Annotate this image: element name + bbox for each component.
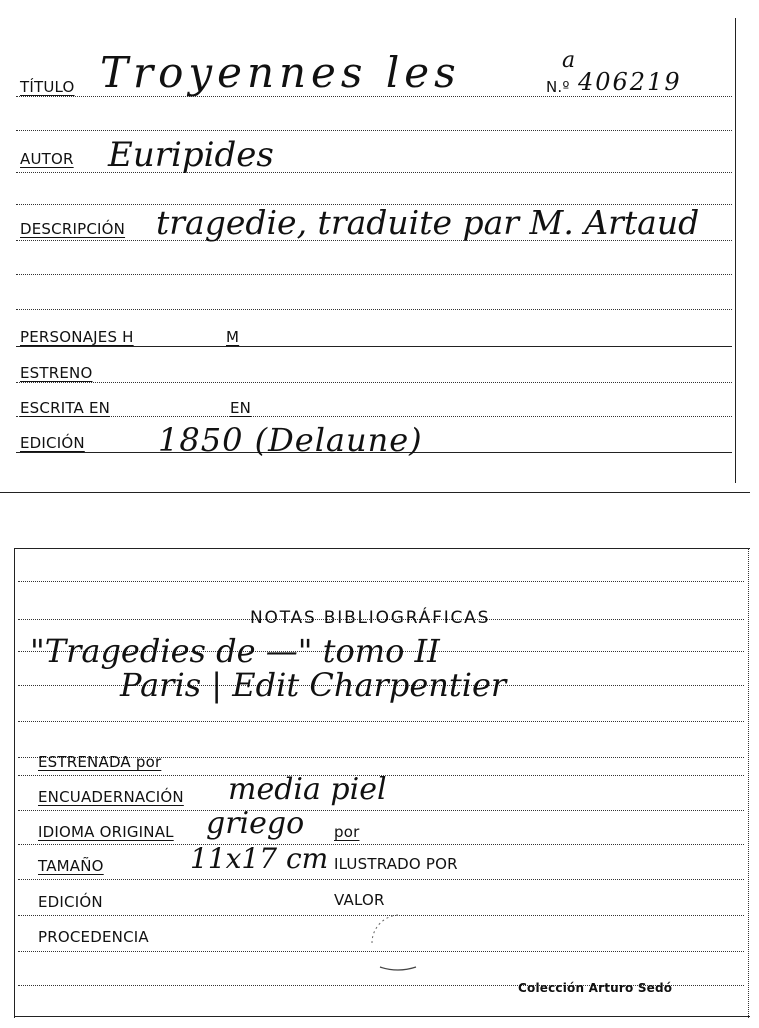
stamp-mark (368, 911, 428, 975)
estreno-label: ESTRENO (20, 364, 93, 382)
coleccion-label: Colección Arturo Sedó (518, 981, 673, 995)
rule-line (18, 844, 744, 845)
handwritten-encuadernacion: media piel (228, 772, 387, 807)
en-label: EN (230, 399, 252, 417)
card-bottom-edge (0, 492, 750, 493)
edicion-label: EDICIÓN (20, 434, 85, 452)
handwritten-numero-super: a (562, 48, 576, 73)
card-bottom-edge (14, 1016, 750, 1017)
card-right-edge (748, 548, 749, 1018)
handwritten-idioma-original: griego (206, 806, 305, 841)
ilustrado-por-label: ILUSTRADO POR (334, 855, 458, 873)
escrita-en-label: ESCRITA EN (20, 399, 111, 417)
card-left-edge (14, 548, 15, 1018)
card-top-edge (14, 548, 750, 549)
edicion-label: EDICIÓN (38, 893, 103, 911)
personajes-m-label: M (226, 328, 240, 346)
rule-line (16, 130, 732, 131)
catalog-card-front (0, 0, 759, 495)
rule-line (16, 416, 732, 417)
handwritten-notas-line2: Paris | Edit Charpentier (120, 666, 507, 704)
rule-line (18, 879, 744, 880)
estrenada-por-label: ESTRENADA por (38, 753, 162, 771)
handwritten-tamano: 11x17 cm (190, 842, 329, 875)
rule-line (18, 721, 744, 722)
rule-line (18, 581, 744, 582)
rule-line (18, 810, 744, 811)
valor-label: VALOR (334, 891, 385, 909)
handwritten-numero: 406219 (578, 68, 682, 96)
rule-line (16, 382, 732, 383)
handwritten-edicion: 1850 (Delaune) (158, 421, 423, 459)
catalog-card-back (0, 545, 759, 1028)
rule-line (16, 309, 732, 310)
autor-label: AUTOR (20, 150, 74, 168)
handwritten-notas-line1: "Tragedies de —" tomo II (30, 632, 440, 670)
handwritten-titulo: Troyennes les (100, 48, 461, 97)
personajes-label: PERSONAJES H (20, 328, 134, 346)
procedencia-label: PROCEDENCIA (38, 928, 149, 946)
numero-label: N.º (546, 78, 570, 96)
por-label: por (334, 823, 360, 841)
descripcion-label: DESCRIPCIÓN (20, 220, 126, 238)
rule-line (16, 274, 732, 275)
rule-line (16, 346, 732, 347)
encuadernacion-label: ENCUADERNACIÓN (38, 788, 184, 806)
titulo-label: TÍTULO (20, 78, 75, 96)
handwritten-autor: Euripides (108, 135, 274, 175)
handwritten-descripcion: tragedie, traduite par M. Artaud (156, 203, 700, 242)
tamano-label: TAMAÑO (38, 857, 104, 875)
notas-heading: NOTAS BIBLIOGRÁFICAS (250, 608, 491, 628)
card-right-edge (735, 18, 736, 483)
idioma-original-label: IDIOMA ORIGINAL (38, 823, 174, 841)
